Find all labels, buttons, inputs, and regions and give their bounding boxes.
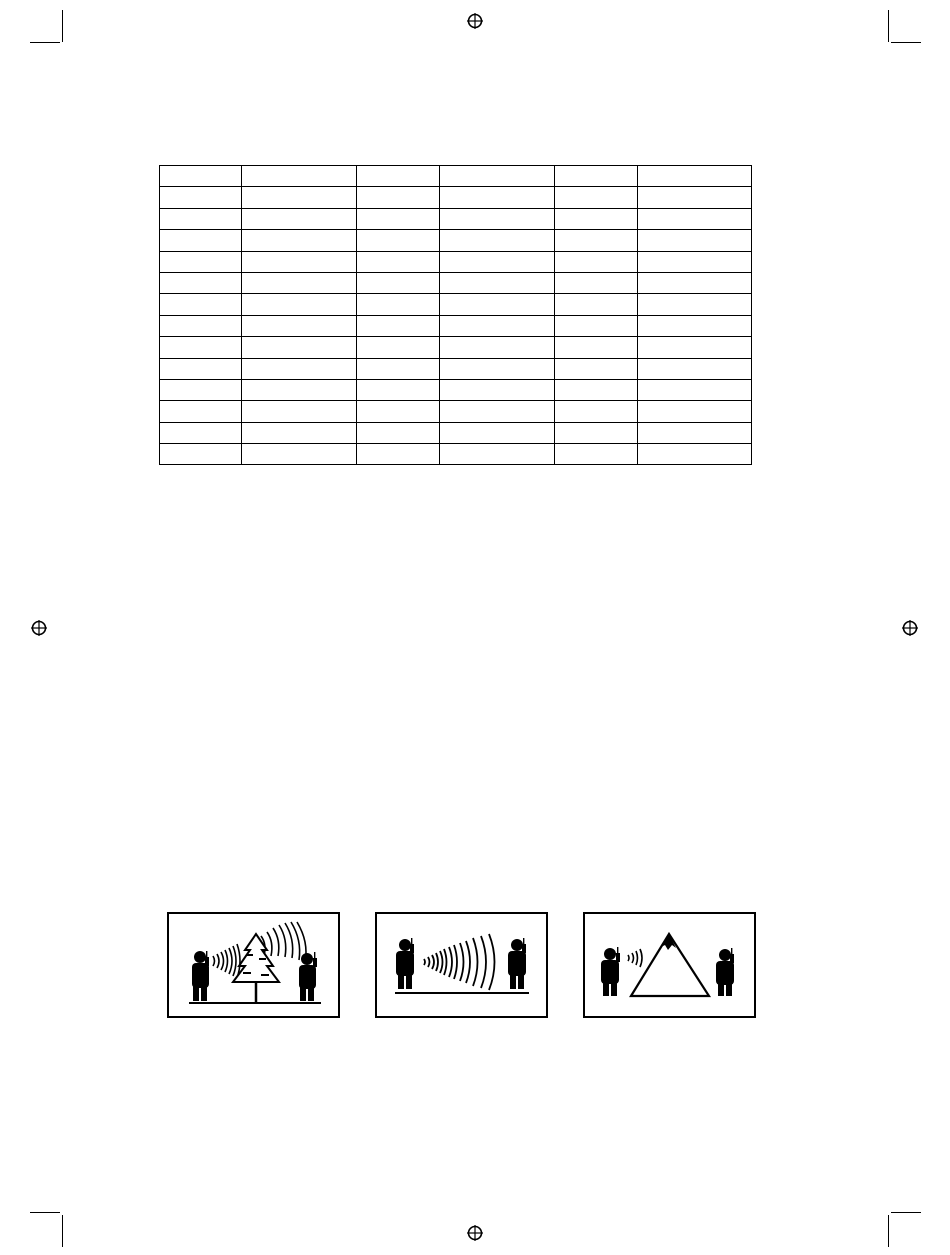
table-cell (357, 166, 440, 187)
table-cell (555, 208, 638, 229)
table-cell (440, 337, 555, 358)
table-cell (357, 401, 440, 422)
registration-mark-icon (467, 1225, 483, 1241)
table-body (160, 166, 752, 465)
table-cell (440, 379, 555, 400)
crop-mark-top-left-vertical (62, 10, 63, 42)
radio-blocked-by-mountain-icon (585, 914, 754, 1016)
table-cell (160, 208, 242, 229)
table-cell (555, 187, 638, 208)
table-cell (242, 272, 357, 293)
table-cell (357, 294, 440, 315)
table-row (160, 251, 752, 272)
table-cell (160, 401, 242, 422)
table-row (160, 166, 752, 187)
table-cell (160, 337, 242, 358)
table-cell (160, 251, 242, 272)
crop-mark-top-right-vertical (888, 10, 889, 42)
table-cell (160, 358, 242, 379)
table-cell (242, 379, 357, 400)
table-cell (638, 272, 752, 293)
table-cell (638, 187, 752, 208)
crop-mark-bottom-left-vertical (62, 1215, 63, 1247)
table-cell (242, 187, 357, 208)
table-cell (357, 230, 440, 251)
table-cell (555, 272, 638, 293)
table-cell (160, 422, 242, 443)
table-row (160, 379, 752, 400)
crop-mark-bottom-right-vertical (888, 1215, 889, 1247)
table-cell (357, 444, 440, 465)
registration-mark-icon (902, 620, 918, 636)
table-cell (440, 315, 555, 336)
table-cell (242, 230, 357, 251)
illustration-tree-obstacle (167, 912, 340, 1018)
table-cell (555, 401, 638, 422)
table-row (160, 337, 752, 358)
table-row (160, 315, 752, 336)
table-cell (357, 315, 440, 336)
crop-mark-top-right-horizontal (891, 42, 921, 43)
table-row (160, 358, 752, 379)
table-cell (555, 337, 638, 358)
table-cell (638, 230, 752, 251)
table-cell (638, 337, 752, 358)
table-cell (242, 401, 357, 422)
table-cell (638, 358, 752, 379)
table-row (160, 208, 752, 229)
table-row (160, 444, 752, 465)
table-cell (638, 208, 752, 229)
table-cell (440, 230, 555, 251)
registration-mark-icon (467, 13, 483, 29)
table-cell (440, 272, 555, 293)
table-cell (440, 187, 555, 208)
table-cell (160, 230, 242, 251)
table-cell (357, 422, 440, 443)
registration-mark-icon (31, 620, 47, 636)
radio-blocked-by-tree-icon (169, 914, 338, 1016)
table-cell (242, 358, 357, 379)
table-cell (638, 166, 752, 187)
table-cell (440, 166, 555, 187)
table-cell (638, 294, 752, 315)
table-cell (242, 251, 357, 272)
table-cell (555, 166, 638, 187)
table-cell (357, 251, 440, 272)
table-cell (242, 166, 357, 187)
table-row (160, 422, 752, 443)
table-cell (555, 251, 638, 272)
table-cell (555, 315, 638, 336)
crop-mark-bottom-left-horizontal (30, 1212, 60, 1213)
illustration-open-field (375, 912, 548, 1018)
table-cell (160, 187, 242, 208)
table-cell (440, 358, 555, 379)
crop-mark-top-left-horizontal (30, 42, 60, 43)
table-row (160, 272, 752, 293)
table-row (160, 401, 752, 422)
table-cell (555, 444, 638, 465)
radio-open-field-icon (377, 914, 546, 1016)
table-cell (440, 444, 555, 465)
table-cell (160, 166, 242, 187)
table-cell (242, 337, 357, 358)
table-cell (555, 379, 638, 400)
table-cell (555, 358, 638, 379)
table-cell (555, 294, 638, 315)
table-cell (160, 379, 242, 400)
table-cell (638, 251, 752, 272)
crop-mark-bottom-right-horizontal (891, 1212, 921, 1213)
table-cell (638, 444, 752, 465)
illustration-mountain-obstacle (583, 912, 756, 1018)
table-row (160, 187, 752, 208)
table-cell (357, 272, 440, 293)
table-cell (242, 208, 357, 229)
table-cell (242, 422, 357, 443)
table-cell (555, 230, 638, 251)
table-cell (357, 379, 440, 400)
table-cell (638, 315, 752, 336)
table-cell (357, 208, 440, 229)
table-cell (160, 294, 242, 315)
table-cell (440, 401, 555, 422)
table-cell (242, 315, 357, 336)
empty-grid-table (159, 165, 752, 465)
table-cell (357, 358, 440, 379)
table-cell (638, 379, 752, 400)
table-row (160, 230, 752, 251)
table-cell (160, 444, 242, 465)
table-cell (638, 422, 752, 443)
table-row (160, 294, 752, 315)
table-cell (440, 294, 555, 315)
table-cell (160, 272, 242, 293)
table-cell (440, 422, 555, 443)
table-cell (357, 187, 440, 208)
table-cell (242, 444, 357, 465)
table-cell (440, 251, 555, 272)
table-cell (160, 315, 242, 336)
table-cell (440, 208, 555, 229)
table-cell (638, 401, 752, 422)
table-cell (555, 422, 638, 443)
table-cell (242, 294, 357, 315)
table-cell (357, 337, 440, 358)
